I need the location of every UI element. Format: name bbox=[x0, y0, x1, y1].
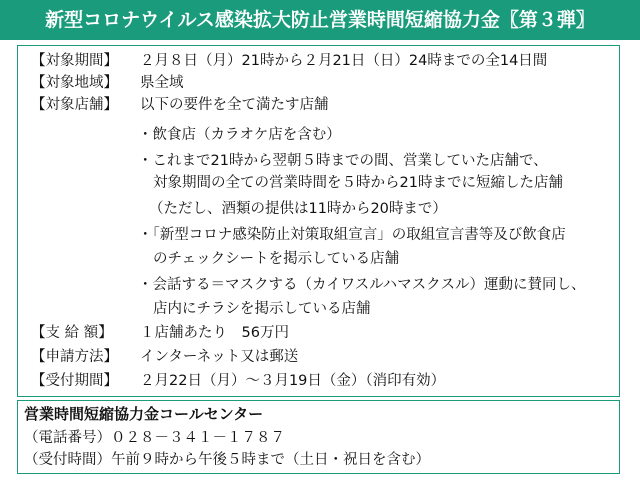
row-period bbox=[31, 50, 547, 72]
info-panel bbox=[17, 45, 620, 397]
row-method bbox=[31, 346, 298, 368]
period-label: 【対象期間】 bbox=[31, 53, 118, 69]
reception-value: ２月22日（月）～３月19日（金）（消印有効） bbox=[140, 373, 446, 389]
requirement-alcohol-note: （ただし、酒類の提供は11時から20時まで） bbox=[149, 201, 447, 217]
stores-label: 【対象店舗】 bbox=[31, 97, 118, 113]
period-value: ２月８日（月）21時から２月21日（日）24時までの全14日間 bbox=[140, 53, 548, 69]
call-center-phone: （電話番号）０２８－３４１－１７８７ bbox=[24, 430, 285, 446]
requirement-declaration: ・「新型コロナ感染防止対策取組宣言」の取組宣言書等及び飲食店 bbox=[138, 227, 566, 243]
area-value: 県全域 bbox=[140, 75, 184, 91]
call-center-title: 営業時間短縮協力金コールセンター bbox=[24, 405, 264, 423]
row-amount bbox=[31, 322, 289, 344]
area-label: 【対象地域】 bbox=[31, 75, 118, 91]
method-value: インターネット又は郵送 bbox=[140, 349, 299, 365]
row-reception bbox=[31, 370, 445, 392]
row-stores bbox=[31, 94, 329, 116]
requirement-restaurant: ・飲食店（カラオケ店を含む） bbox=[138, 127, 341, 143]
requirement-mask: ・会話する＝マスクする（カイワスルハマスクスル）運動に賛同し、 bbox=[138, 277, 586, 293]
call-center-panel bbox=[17, 400, 620, 474]
amount-value: １店舗あたり 56万円 bbox=[140, 325, 289, 341]
requirement-hours: ・これまで21時から翌朝５時までの間、営業していた店舗で、 bbox=[138, 153, 548, 169]
method-label: 【申請方法】 bbox=[31, 349, 118, 365]
requirement-hours-cont: 対象期間の全ての営業時間を５時から21時までに短縮した店舗 bbox=[153, 175, 563, 191]
reception-label: 【受付期間】 bbox=[31, 373, 118, 389]
call-center-hours: （受付時間）午前９時から午後５時まで（土日・祝日を含む） bbox=[24, 452, 430, 468]
requirement-mask-cont: 店内にチラシを掲示している店舗 bbox=[153, 301, 371, 317]
amount-label: 【支 給 額】 bbox=[31, 325, 113, 341]
requirement-declaration-cont: のチェックシートを掲示している店舗 bbox=[153, 251, 400, 267]
stores-value: 以下の要件を全て満たす店舗 bbox=[140, 97, 329, 113]
page-title: 新型コロナウイルス感染拡大防止営業時間短縮協力金〖第３弾〗 bbox=[0, 0, 640, 40]
row-area bbox=[31, 72, 184, 94]
